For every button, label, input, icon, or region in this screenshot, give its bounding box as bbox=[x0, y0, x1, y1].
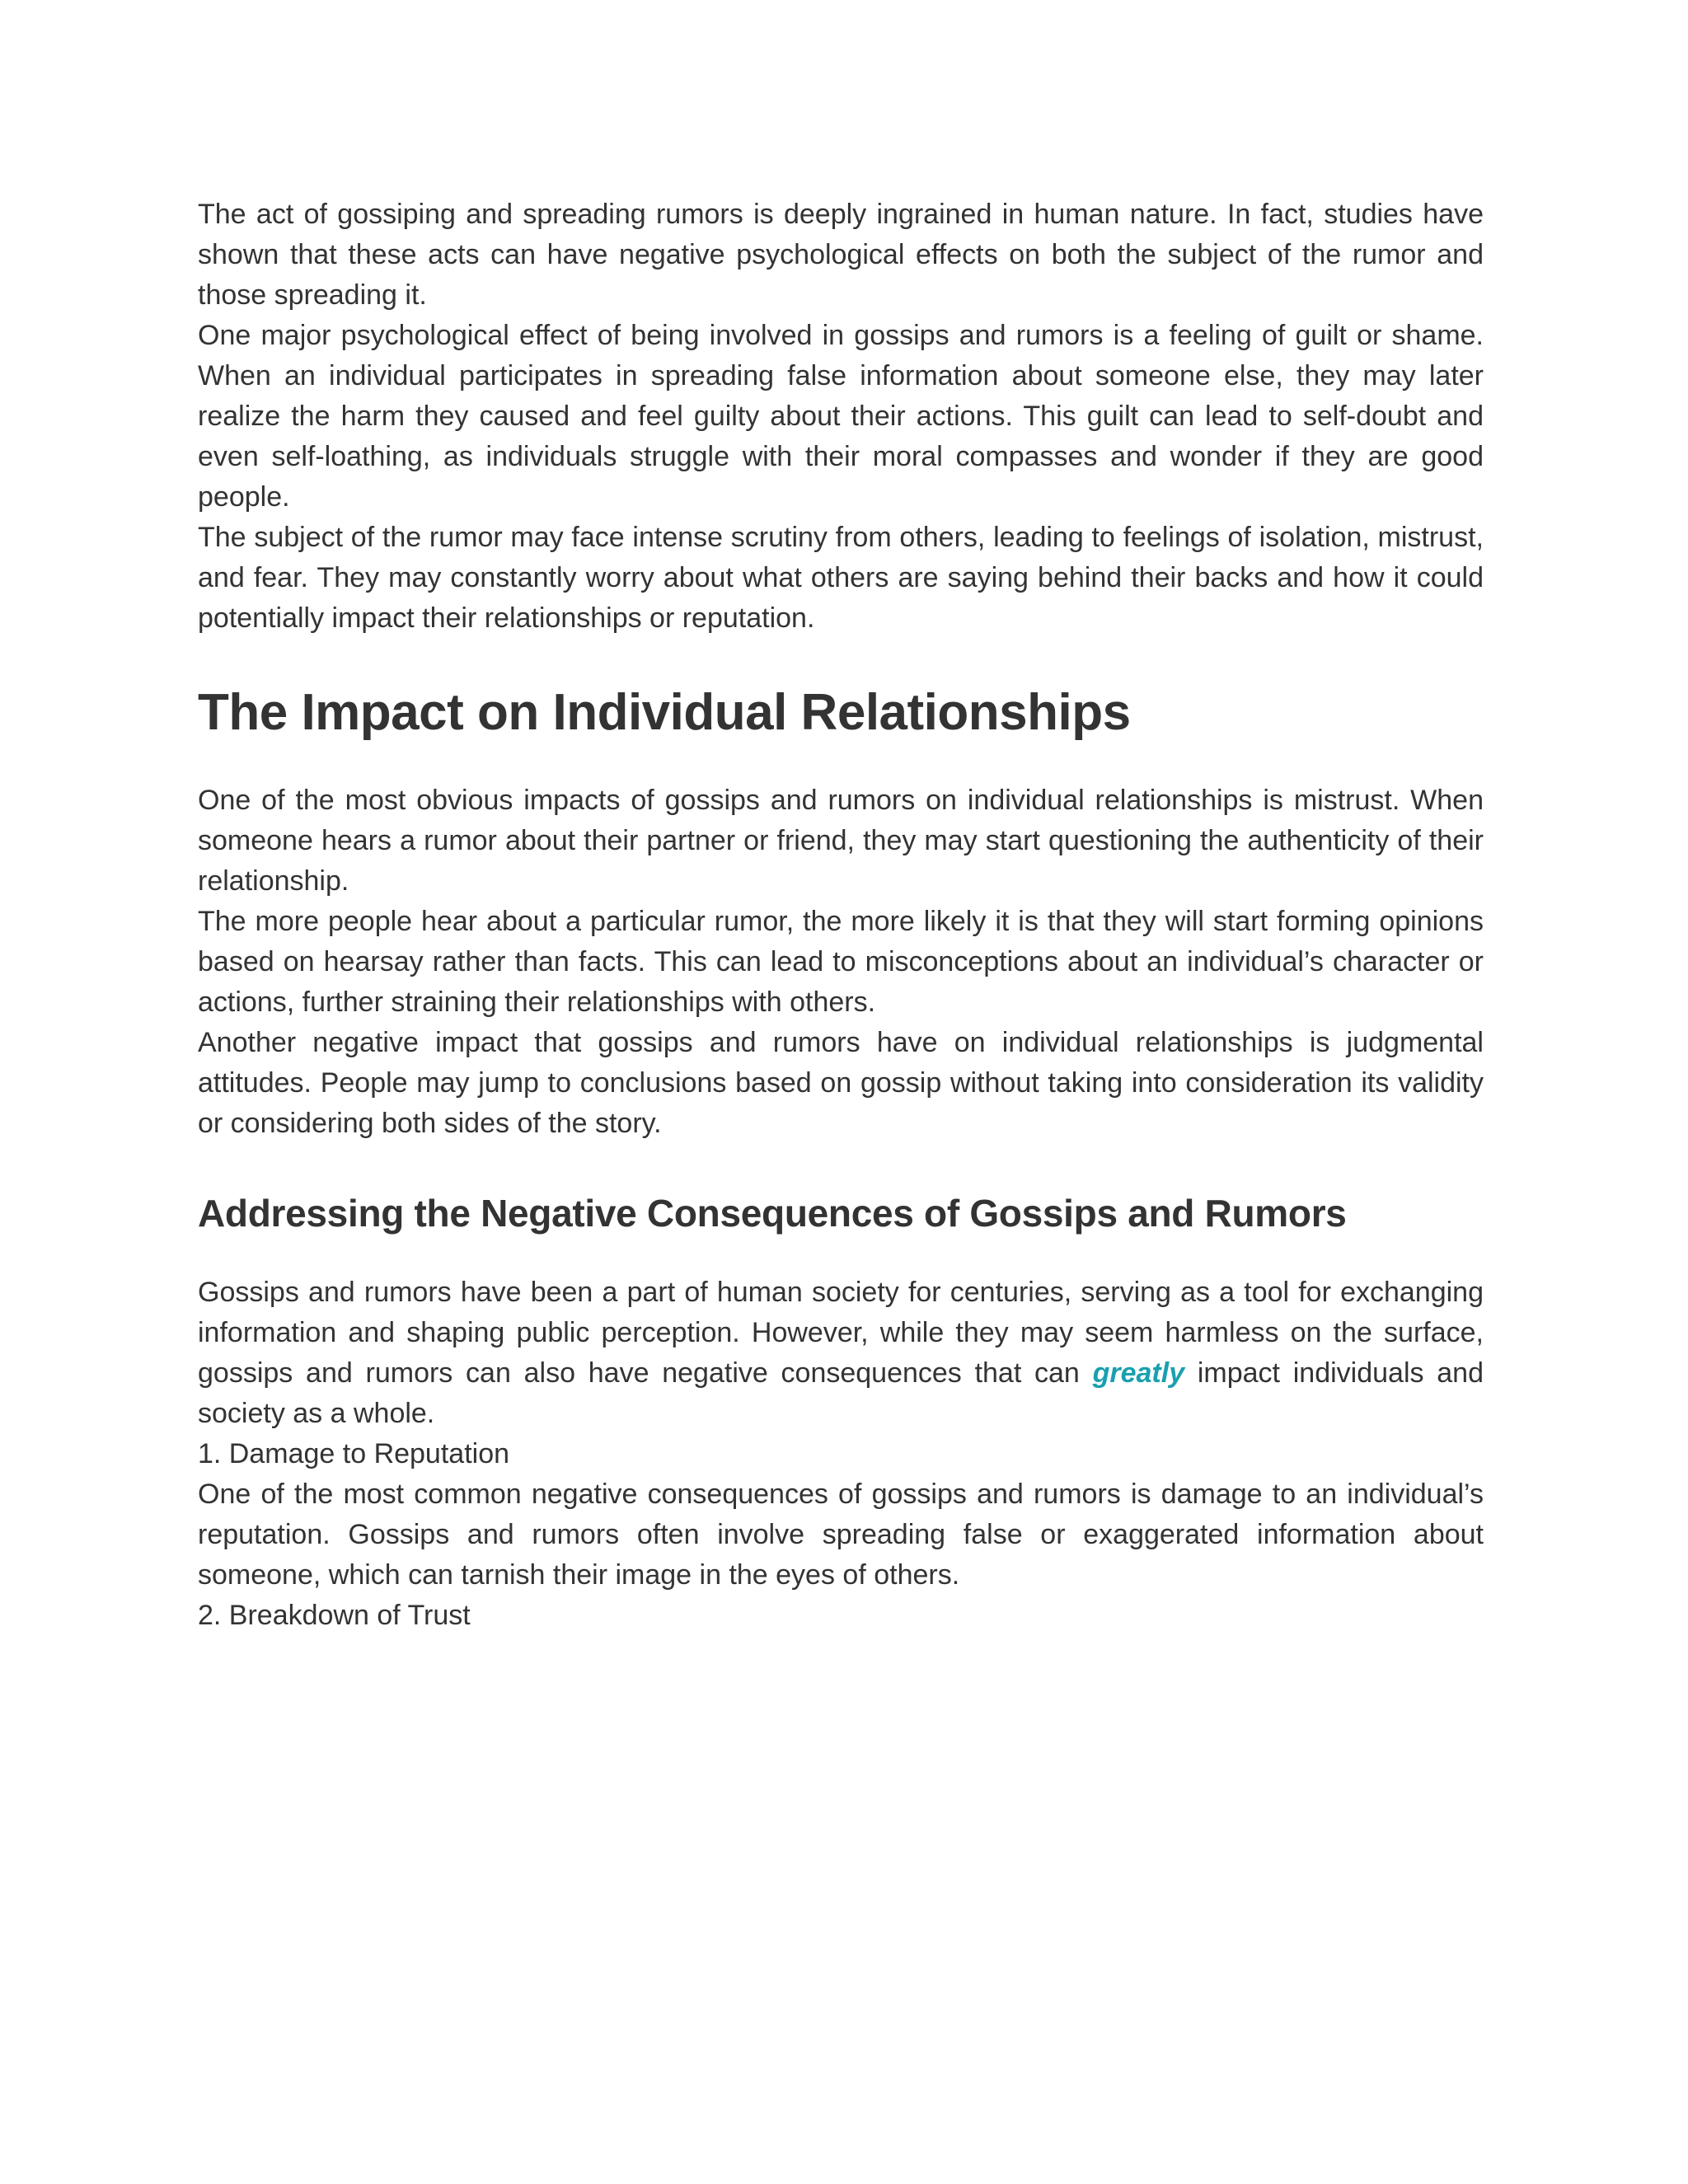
list-item-2-title: 2. Breakdown of Trust bbox=[198, 1600, 471, 1631]
list-item-1-title: 1. Damage to Reputation bbox=[198, 1438, 510, 1469]
intro-paragraph-1: The act of gossiping and spreading rumors is deeply ingrained in human nature. In fact, studies have shown that these acts can have negative psychological effects on both the subject of the rumor and those spreading it. bbox=[198, 199, 1484, 311]
consequences-text-before: Gossips and rumors have been a part of human society for centuries, serving as a tool for exchanging information and shaping public perception. However, while they may seem harmless on the surface, gossips and rumors can also have negative consequences that can bbox=[198, 1277, 1484, 1389]
article-body bbox=[198, 194, 1484, 1636]
emphasis-link-greatly[interactable]: greatly bbox=[1092, 1357, 1185, 1389]
consequences-text-after: impact individuals and society as a whole. bbox=[198, 1357, 1484, 1429]
section-heading-consequences: Addressing the Negative Consequences of Gossips and Rumors bbox=[198, 1192, 1347, 1235]
consequences-paragraph-1 bbox=[198, 1272, 1484, 1434]
relationships-paragraph-3: Another negative impact that gossips and rumors have on individual relationships is judgmental attitudes. People may jump to conclusions based on gossip without taking into consideration its validity or considering both sides of the story. bbox=[198, 1027, 1484, 1139]
intro-paragraph-2: One major psychological effect of being involved in gossips and rumors is a feeling of guilt or shame. When an individual participates in spreading false information about someone else, they may later realize the harm they caused and feel guilty about their actions. This guilt can lead to self-doubt and even self-loathing, as individuals struggle with their moral compasses and wonder if they are good people. bbox=[198, 320, 1484, 513]
section-heading-relationships: The Impact on Individual Relationships bbox=[198, 684, 1131, 741]
list-item-1-text: One of the most common negative consequences of gossips and rumors is damage to an individual’s reputation. Gossips and rumors often involve spreading false or exaggerated information about someone, which can tarnish their image in the eyes of others. bbox=[198, 1479, 1484, 1591]
relationships-paragraph-2: The more people hear about a particular rumor, the more likely it is that they will start forming opinions based on hearsay rather than facts. This can lead to misconceptions about an individual’s character or actions, further straining their relationships with others. bbox=[198, 906, 1484, 1018]
intro-paragraph-3: The subject of the rumor may face intense scrutiny from others, leading to feelings of isolation, mistrust, and fear. They may constantly worry about what others are saying behind their backs and how it could potentially impact their relationships or reputation. bbox=[198, 522, 1484, 634]
relationships-paragraph-1: One of the most obvious impacts of gossips and rumors on individual relationships is mistrust. When someone hears a rumor about their partner or friend, they may start questioning the authenticity of their relationship. bbox=[198, 785, 1484, 897]
